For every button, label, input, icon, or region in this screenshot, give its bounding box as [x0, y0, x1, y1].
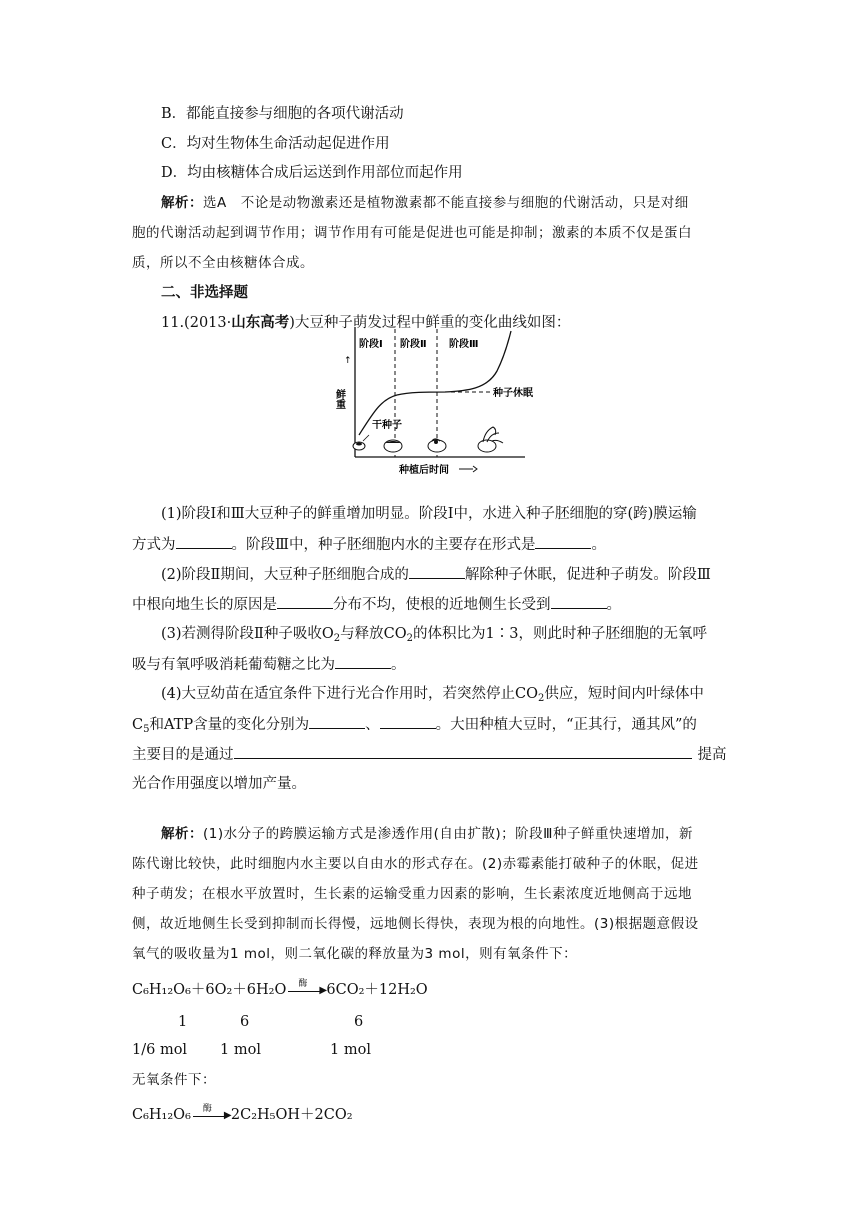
answer-blank[interactable] [551, 594, 607, 609]
stage-3-label: 阶段Ⅲ [449, 339, 479, 350]
option-d: D．均由核糖体合成后运送到作用部位而起作用 [161, 165, 463, 181]
option-b: B．都能直接参与细胞的各项代谢活动 [161, 106, 404, 122]
fresh-weight-curve-chart [333, 323, 533, 476]
analysis-11-line-4: 侧，故近地侧生长受到抑制而长得慢，远地侧长得快，表现为根的向地性。(3)根据题意假设 [132, 916, 699, 932]
q11-part1-line1: (1)阶段Ⅰ和Ⅲ大豆种子的鲜重增加明显。阶段Ⅰ中，水进入种子胚细胞的穿(跨)膜运输 [161, 506, 697, 522]
y-axis-label: 鲜重 [333, 389, 345, 409]
answer-blank[interactable] [335, 654, 391, 669]
answer-blank[interactable] [380, 714, 436, 729]
q11-part4-line4: 光合作用强度以增加产量。 [132, 776, 306, 792]
anaerobic-label: 无氧条件下： [132, 1072, 216, 1088]
stage-2-label: 阶段Ⅱ [400, 339, 427, 350]
question-text: )大豆种子萌发过程中鲜重的变化曲线如图： [289, 315, 571, 331]
answer-blank[interactable] [535, 534, 591, 549]
q11-part4-line3: 主要目的是通过 提高 [132, 744, 727, 765]
answer-blank[interactable] [277, 594, 333, 609]
answer-blank[interactable] [409, 564, 465, 579]
q11-part2-line2: 中根向地生长的原因是 分布不均，使根的近地侧生长受到 。 [132, 594, 621, 615]
dry-seed-pointer [363, 435, 369, 441]
section-title: 二、非选择题 [161, 285, 248, 301]
option-c: C．均对生物体生命活动起促进作用 [161, 136, 390, 152]
equation-products: 2C₂H₅OH＋2CO₂ [230, 1107, 353, 1123]
seedling-icon [478, 427, 503, 452]
analysis-11-line-5: 氧气的吸收量为1 mol，则二氧化碳的释放量为3 mol，则有氧条件下： [132, 946, 578, 962]
seed-icon-1 [353, 442, 365, 450]
eq1-mol-3: 1 mol [330, 1042, 371, 1058]
aerobic-equation [132, 980, 428, 1000]
enzyme-arrow: 酶 ▶ [286, 982, 326, 998]
germination-figure [333, 323, 533, 479]
analysis-label: 解析： [161, 826, 203, 842]
analysis-11-line-1 [161, 824, 693, 844]
seed-icon-3 [428, 439, 446, 452]
eq1-coef-1: 1 [178, 1014, 188, 1030]
q11-part3-line1: (3)若测得阶段Ⅱ种子吸收$O_2$与释放$CO_2$的体积比为1∶3，则此时种子胚细胞的无氧呼 [161, 626, 707, 644]
eq1-coef-2: 6 [240, 1014, 250, 1030]
analysis-label: 解析： [161, 195, 203, 211]
q11-part2-line1: (2)阶段Ⅱ期间，大豆种子胚细胞合成的 解除种子休眠，促进种子萌发。阶段Ⅲ [161, 564, 711, 585]
question-number: 11.(2013· [161, 315, 232, 331]
equation-reactants: C₆H₁₂O₆＋6O₂＋6H₂O [132, 982, 287, 998]
answer-blank[interactable] [309, 714, 365, 729]
equation-products: 6CO₂＋12H₂O [326, 982, 428, 998]
seed-icon-2 [384, 440, 402, 452]
anaerobic-equation [132, 1105, 353, 1125]
answer-blank-long[interactable] [234, 744, 692, 759]
dormancy-label: 种子休眠 [493, 388, 533, 399]
equation-reactants: C₆H₁₂O₆ [132, 1107, 191, 1123]
analysis-11-line-3: 种子萌发；在根水平放置时，生长素的运输受重力因素的影响，生长素浓度近地侧高于远地 [132, 886, 692, 902]
eq1-coef-3: 6 [354, 1014, 364, 1030]
analysis-10-line-1 [161, 193, 689, 213]
q11-part3-line2: 吸与有氧呼吸消耗葡萄糖之比为 。 [132, 654, 406, 675]
question-source: 山东高考 [231, 315, 290, 331]
analysis-10-line-2: 胞的代谢活动起到调节作用；调节作用有可能是促进也可能是抑制；激素的本质不仅是蛋白 [132, 225, 692, 241]
enzyme-arrow: 酶 ▶ [191, 1107, 231, 1123]
stage-1-label: 阶段Ⅰ [359, 339, 383, 350]
analysis-text: 选A 不论是动物激素还是植物激素都不能直接参与细胞的代谢活动，只是对细 [203, 195, 689, 211]
q11-part4-line1: (4)大豆幼苗在适宜条件下进行光合作用时，若突然停止$CO_2$供应，短时间内叶绿体中 [161, 686, 704, 704]
y-axis-arrow: ↑ [344, 356, 352, 366]
analysis-11-line-2: 陈代谢比较快，此时细胞内水主要以自由水的形式存在。(2)赤霉素能打破种子的休眠，促进 [132, 856, 699, 872]
eq1-mol-2: 1 mol [220, 1042, 261, 1058]
q11-part1-line2: 方式为 。阶段Ⅲ中，种子胚细胞内水的主要存在形式是 。 [132, 534, 606, 555]
q11-part4-line2: $C_5$和ATP含量的变化分别为 、 。大田种植大豆时，“正其行，通其风”的 [132, 714, 697, 735]
analysis-text: (1)水分子的跨膜运输方式是渗透作用(自由扩散)；阶段Ⅲ种子鲜重快速增加，新 [203, 826, 693, 842]
analysis-10-line-3: 质，所以不全由核糖体合成。 [132, 255, 314, 271]
eq1-mol-1: 1/6 mol [132, 1042, 188, 1058]
x-axis-label: 种植后时间 [399, 465, 449, 476]
dry-seed-label: 干种子 [372, 420, 402, 431]
answer-blank[interactable] [176, 534, 232, 549]
